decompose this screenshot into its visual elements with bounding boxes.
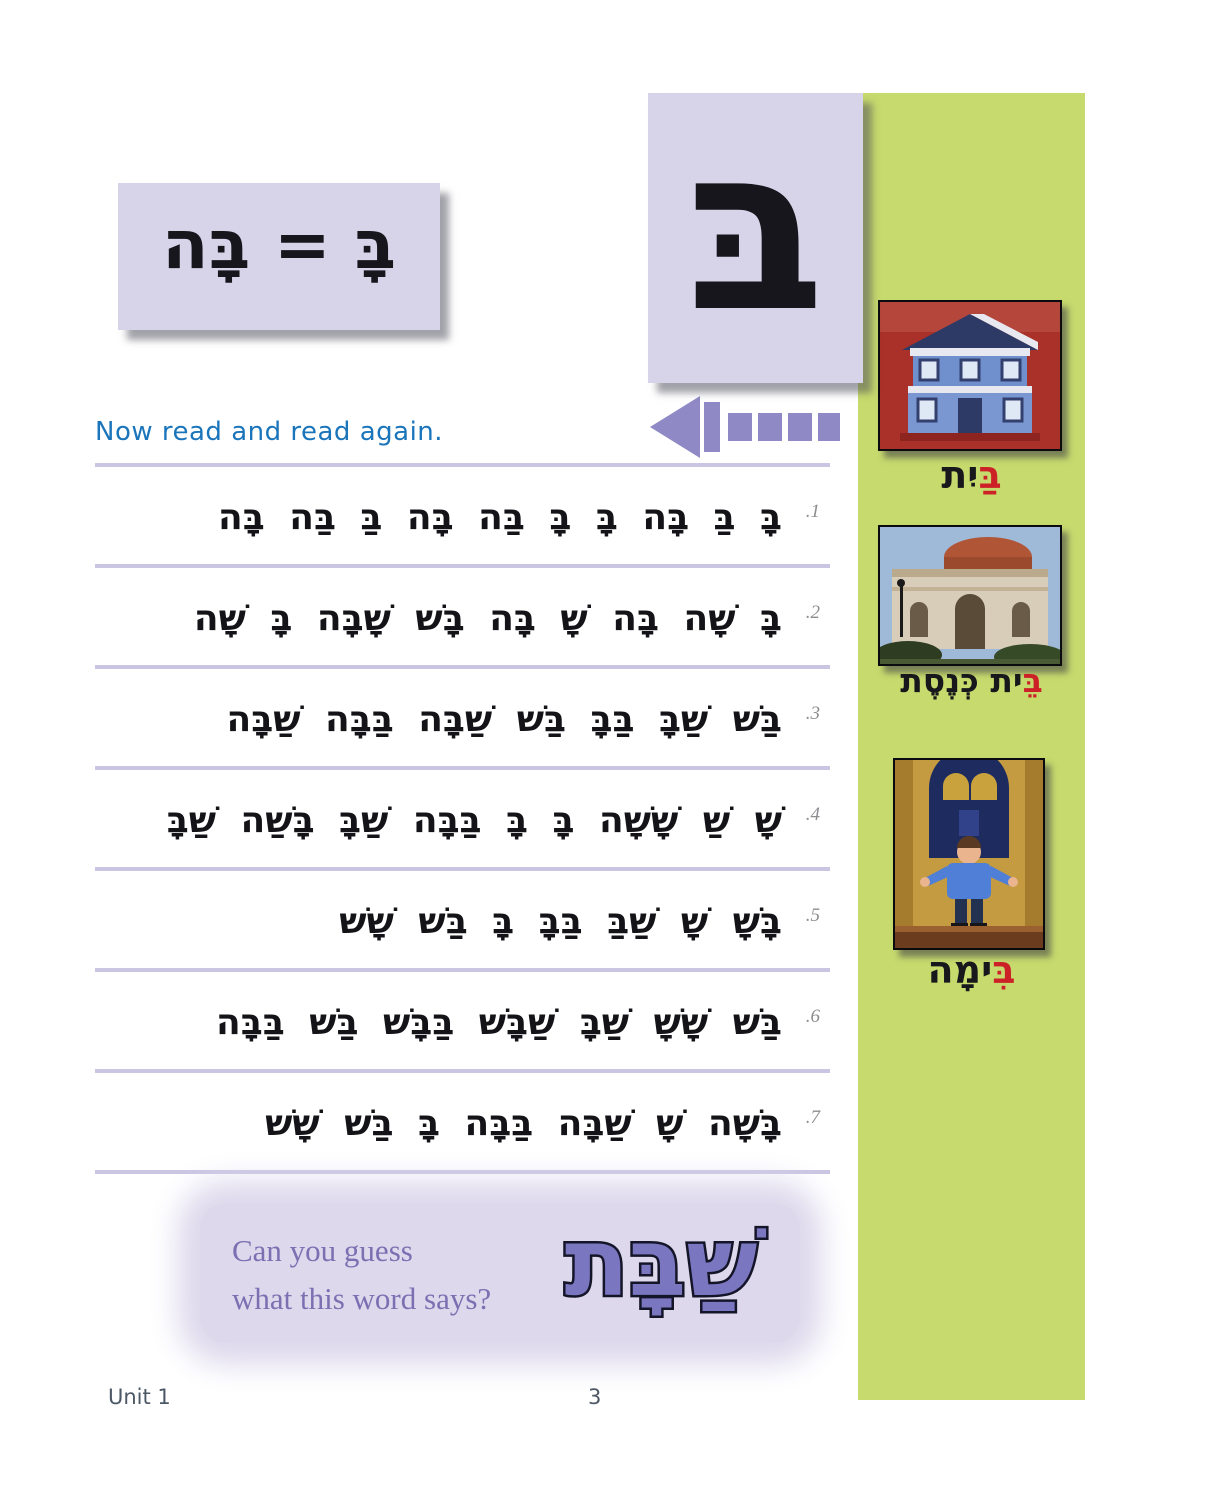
house-figure: [878, 300, 1062, 451]
house-photo: [878, 300, 1062, 451]
drill-row-2: [95, 568, 830, 669]
drill-lines: [95, 463, 830, 1174]
synagogue-label: [858, 661, 1085, 700]
drill-text: בָּ שָׁה בָּה שָׁ בָּה בָּשׁ שָׁבָּה בָּ שָׁה: [193, 597, 782, 639]
house-label-first-letter: בַּ: [978, 453, 1002, 497]
synagogue-label-first-letter: בֵּ: [1022, 661, 1043, 700]
guess-word: [528, 1199, 794, 1349]
page-number: 3: [588, 1385, 602, 1409]
equation-card: [118, 183, 440, 330]
drill-text: בַּשׁ שָׁשָׁ שַׁבָּ שַׁבָּשׁ בַּבָּשׁ בַּשׁ בַּבָּה: [216, 1001, 782, 1043]
drill-row-6: [95, 972, 830, 1073]
unit-label: Unit 1: [108, 1385, 171, 1409]
synagogue-photo: [878, 525, 1062, 666]
drill-row-3: [95, 669, 830, 770]
guess-prompt: [232, 1227, 491, 1323]
drill-number: .3: [805, 703, 820, 724]
bimah-label-first-letter: בִּ: [992, 948, 1016, 992]
guess-prompt-line1: Can you guess: [232, 1233, 413, 1268]
drill-text: בָּשָׁ שָׁ שַׁבַּ בַּבָּ בָּ בַּשׁ שָׁשׁ: [339, 900, 782, 942]
synagogue-label-rest: ית כְּנֶסֶת: [900, 661, 1023, 700]
house-label: [858, 453, 1085, 497]
bimah-figure: [893, 758, 1045, 950]
drill-row-5: [95, 871, 830, 972]
drill-number: .4: [805, 804, 820, 825]
drill-text: שָׁ שַׁ שָׁשָׁה בָּ בָּ בַּבָּה שַׁבָּ בָּשַׁה שַׁבָּ: [166, 799, 782, 841]
drill-number: .5: [805, 905, 820, 926]
guess-prompt-line2: what this word says?: [232, 1281, 492, 1317]
drill-text: בָּ בַּ בָּה בָּ בָּ בַּה בָּה בַּ בַּה בָּה: [217, 496, 782, 538]
equation-text: בָּ = בָּה: [162, 205, 396, 285]
bimah-label: [858, 948, 1085, 992]
synagogue-figure: [878, 525, 1062, 666]
bimah-label-rest: ימָה: [927, 948, 993, 992]
letter-bet: בּ: [685, 96, 826, 362]
letter-card: [648, 93, 863, 383]
drill-row-7: [95, 1073, 830, 1174]
house-label-rest: יִת: [941, 453, 979, 497]
drill-row-4: [95, 770, 830, 871]
arrow-left-icon: [650, 396, 840, 458]
sidebar: [858, 93, 1085, 1400]
drill-number: .2: [805, 602, 820, 623]
bimah-photo: [893, 758, 1045, 950]
drill-number: .7: [805, 1107, 820, 1128]
instruction-text: Now read and read again.: [95, 417, 444, 447]
guess-box: [200, 1203, 800, 1343]
drill-text: בַּשׁ שַׁבָּ בַּבָּ בַּשׁ שַׁבָּה בַּבָּה שַׁבָּה: [226, 698, 782, 740]
drill-row-1: [95, 467, 830, 568]
guess-word-text: שַׁבָּת: [564, 1209, 758, 1318]
drill-number: .6: [805, 1006, 820, 1027]
drill-text: בָּשָׁה שָׁ שַׁבָּה בַּבָּה בָּ בַּשׁ שָׁשׁ: [265, 1102, 782, 1144]
drill-number: .1: [805, 501, 820, 522]
